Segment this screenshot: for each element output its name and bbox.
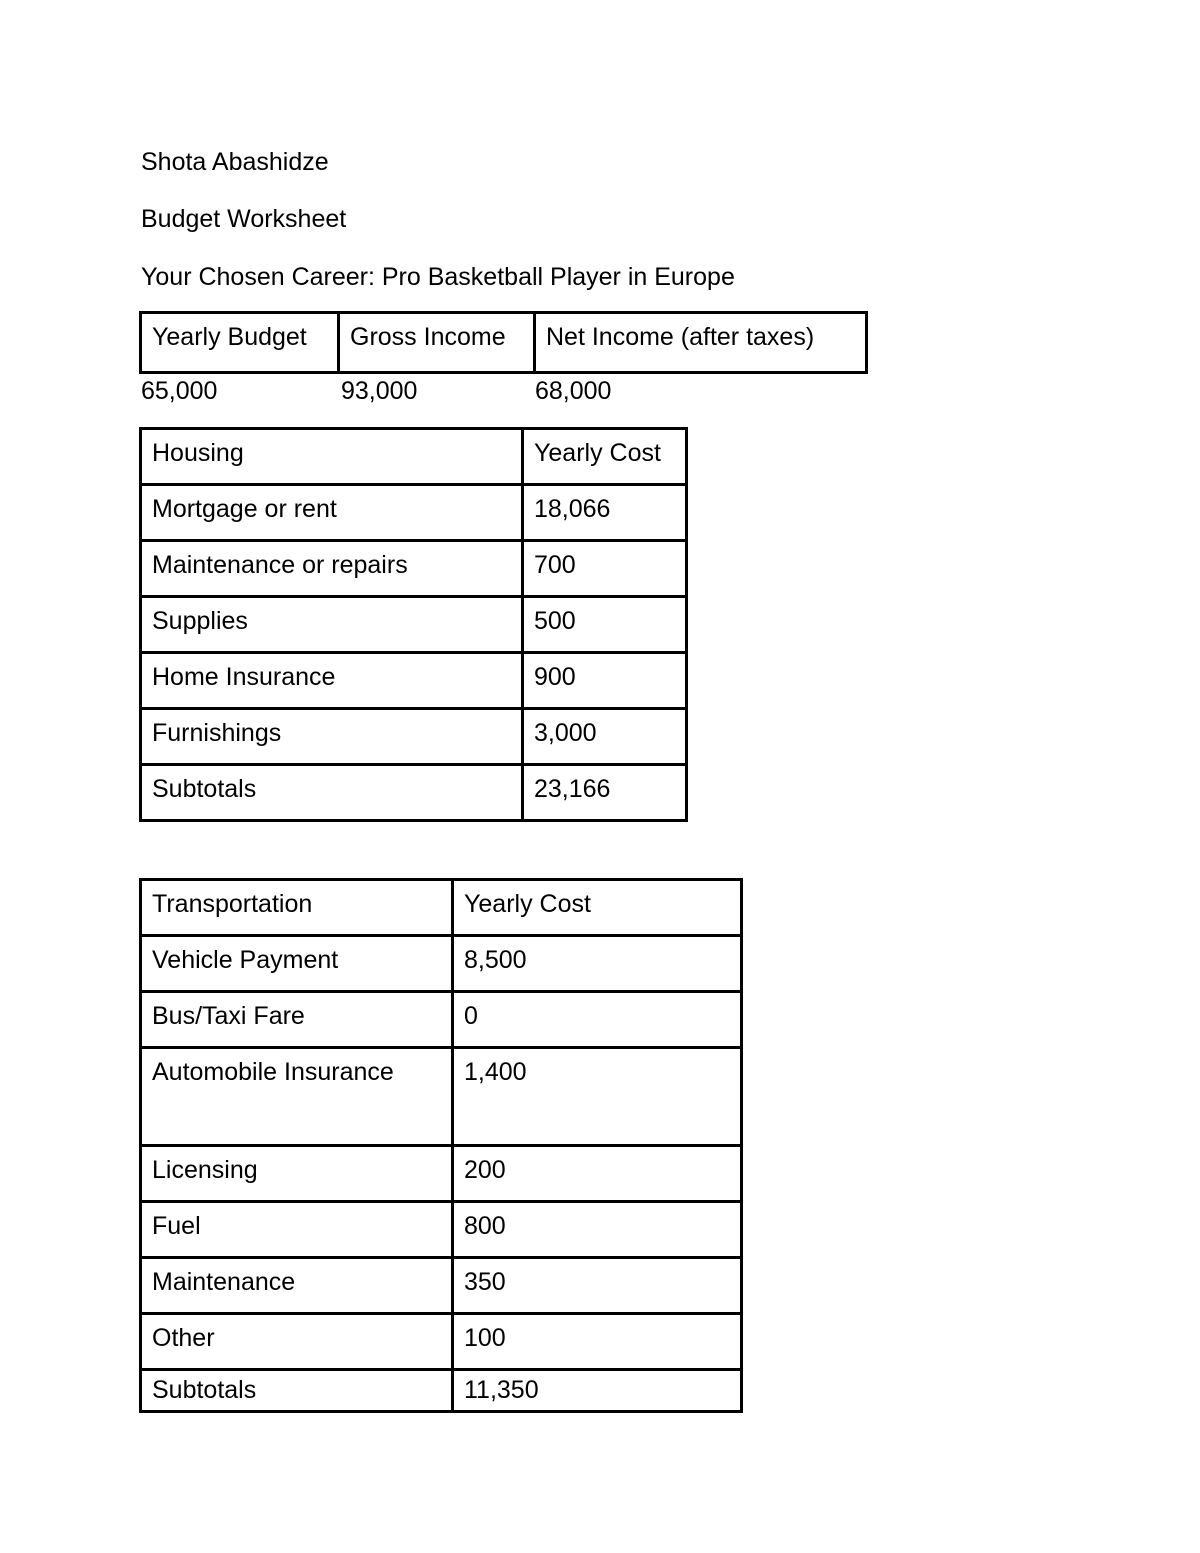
transportation-cost: 350 <box>453 1258 742 1314</box>
transportation-subtotal-label: Subtotals <box>141 1370 453 1412</box>
table-row <box>141 1258 742 1314</box>
student-name: Shota Abashidze <box>141 148 329 176</box>
transportation-subtotal-row <box>141 1370 742 1412</box>
gross-income-header: Gross Income <box>339 313 535 373</box>
transportation-cost-header: Yearly Cost <box>453 880 742 936</box>
housing-subtotal-value: 23,166 <box>523 765 687 821</box>
transportation-header-row <box>141 880 742 936</box>
table-row <box>141 653 687 709</box>
table-row <box>141 992 742 1048</box>
table-row <box>141 1314 742 1370</box>
housing-table <box>139 427 688 822</box>
transportation-cost: 0 <box>453 992 742 1048</box>
table-row <box>141 1048 742 1146</box>
housing-cost: 18,066 <box>523 485 687 541</box>
transportation-cost: 200 <box>453 1146 742 1202</box>
housing-item: Maintenance or repairs <box>141 541 523 597</box>
transportation-item: Other <box>141 1314 453 1370</box>
transportation-header: Transportation <box>141 880 453 936</box>
transportation-item: Vehicle Payment <box>141 936 453 992</box>
table-row <box>141 541 687 597</box>
housing-header-row <box>141 429 687 485</box>
housing-header: Housing <box>141 429 523 485</box>
transportation-item: Automobile Insurance <box>141 1048 453 1146</box>
income-header-table <box>139 311 868 374</box>
gross-income-value: 93,000 <box>341 377 418 405</box>
transportation-item: Bus/Taxi Fare <box>141 992 453 1048</box>
transportation-item: Maintenance <box>141 1258 453 1314</box>
transportation-item: Licensing <box>141 1146 453 1202</box>
housing-subtotal-row <box>141 765 687 821</box>
transportation-item: Fuel <box>141 1202 453 1258</box>
housing-cost: 500 <box>523 597 687 653</box>
table-row <box>141 485 687 541</box>
housing-cost: 700 <box>523 541 687 597</box>
table-row <box>141 936 742 992</box>
transportation-subtotal-value: 11,350 <box>453 1370 742 1412</box>
transportation-cost: 100 <box>453 1314 742 1370</box>
transportation-cost: 1,400 <box>453 1048 742 1146</box>
income-values-row <box>0 376 1200 408</box>
yearly-budget-header: Yearly Budget <box>141 313 339 373</box>
table-row <box>141 1202 742 1258</box>
housing-cost: 900 <box>523 653 687 709</box>
housing-cost: 3,000 <box>523 709 687 765</box>
career-line: Your Chosen Career: Pro Basketball Player in Europe <box>141 263 735 291</box>
housing-item: Supplies <box>141 597 523 653</box>
housing-item: Mortgage or rent <box>141 485 523 541</box>
net-income-header: Net Income (after taxes) <box>535 313 867 373</box>
transportation-cost: 800 <box>453 1202 742 1258</box>
yearly-budget-value: 65,000 <box>141 377 218 405</box>
housing-subtotal-label: Subtotals <box>141 765 523 821</box>
income-header-row <box>141 313 867 373</box>
table-row <box>141 597 687 653</box>
net-income-value: 68,000 <box>535 377 612 405</box>
transportation-table <box>139 878 743 1413</box>
housing-item: Furnishings <box>141 709 523 765</box>
document-title: Budget Worksheet <box>141 205 347 233</box>
table-row <box>141 709 687 765</box>
table-row <box>141 1146 742 1202</box>
housing-item: Home Insurance <box>141 653 523 709</box>
transportation-cost: 8,500 <box>453 936 742 992</box>
housing-cost-header: Yearly Cost <box>523 429 687 485</box>
